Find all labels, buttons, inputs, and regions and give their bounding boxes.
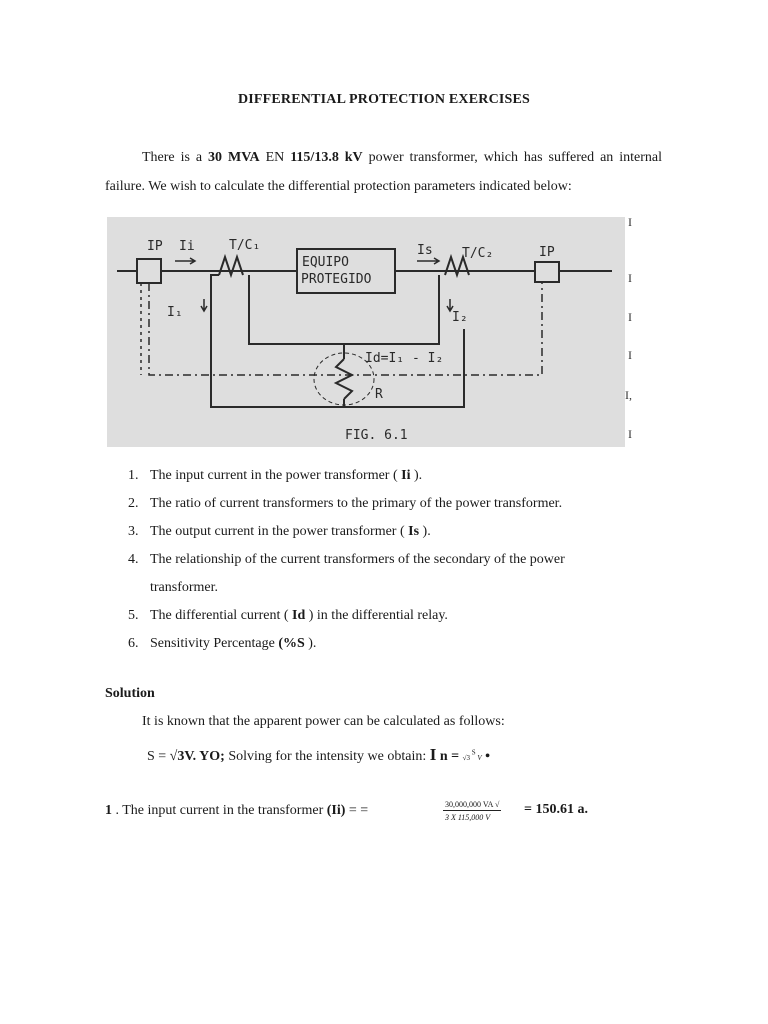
intro-text-2: EN — [259, 150, 291, 165]
diagram-figure — [107, 217, 625, 447]
margin-mark: I — [628, 348, 632, 362]
label-ii: Ii — [179, 239, 195, 254]
list-item: 5. The differential current ( Id ) in the differential relay. — [128, 608, 448, 623]
figure-caption: FIG. 6.1 — [345, 428, 408, 443]
box-label-line2: PROTEGIDO — [301, 272, 372, 287]
relay-resistor — [336, 359, 352, 399]
solution-heading: Solution — [105, 686, 155, 701]
label-ip-right: IP — [539, 245, 555, 260]
list-item: 3. The output current in the power transformer ( Is ). — [128, 524, 431, 539]
intro-text-3: power transformer, which has suffered an internal failure. We wish to calculate the differential protection parameters indicated below: — [105, 150, 663, 194]
power-formula: S = √3V. YO; Solving for the intensity we obtain: I n = √3 $^S$ V • — [147, 745, 491, 764]
margin-mark: I, — [625, 388, 632, 402]
arrow-i1 — [201, 299, 207, 311]
solution-text: It is known that the apparent power can be calculated as follows: — [142, 714, 505, 729]
exercise-list — [128, 462, 648, 658]
ct1-coil — [219, 257, 243, 275]
margin-marks — [612, 215, 632, 445]
label-ip-left: IP — [147, 239, 163, 254]
margin-mark: I — [628, 310, 632, 324]
equation-fraction — [443, 800, 501, 822]
list-item: 6. Sensitivity Percentage (%S ). — [128, 636, 317, 651]
label-id-equation: Id=I₁ - I₂ — [365, 351, 444, 366]
list-item: transformer. — [150, 580, 219, 595]
page-title: DIFFERENTIAL PROTECTION EXERCISES — [237, 92, 531, 107]
trip-line — [149, 283, 542, 375]
equation-line: 1 . The input current in the transformer (Ii) = = — [105, 803, 369, 818]
intro-text-1: There is a — [142, 150, 209, 165]
margin-mark: I — [628, 271, 632, 285]
fraction-denominator: 3 X 115,000 V — [445, 813, 491, 822]
box-label-line1: EQUIPO — [302, 255, 349, 270]
arrow-is — [417, 258, 439, 264]
arrow-ii — [175, 258, 195, 264]
fraction-numerator: 30,000,000 VA √ — [445, 800, 500, 809]
breaker-left — [137, 259, 161, 283]
list-item: 4. The relationship of the current transformers of the secondary of the power — [128, 552, 565, 567]
label-tc1: T/C₁ — [229, 238, 261, 253]
intro-power-rating: 30 MVA — [208, 150, 260, 165]
margin-mark: I — [628, 215, 632, 229]
label-is: Is — [417, 243, 433, 258]
breaker-right — [535, 262, 559, 282]
label-tc2: T/C₂ — [462, 246, 494, 261]
intro-paragraph — [105, 143, 662, 201]
list-item: 1. The input current in the power transformer ( Ii ). — [128, 468, 423, 483]
margin-mark: I — [628, 427, 632, 441]
label-i2: I₂ — [452, 310, 468, 325]
list-item: 2. The ratio of current transformers to the primary of the power transformer. — [128, 496, 563, 511]
label-i1: I₁ — [167, 305, 183, 320]
intro-voltage-rating: 115/13.8 kV — [290, 150, 363, 165]
equation-result: = 150.61 a. — [524, 802, 588, 817]
label-r: R — [375, 387, 383, 402]
